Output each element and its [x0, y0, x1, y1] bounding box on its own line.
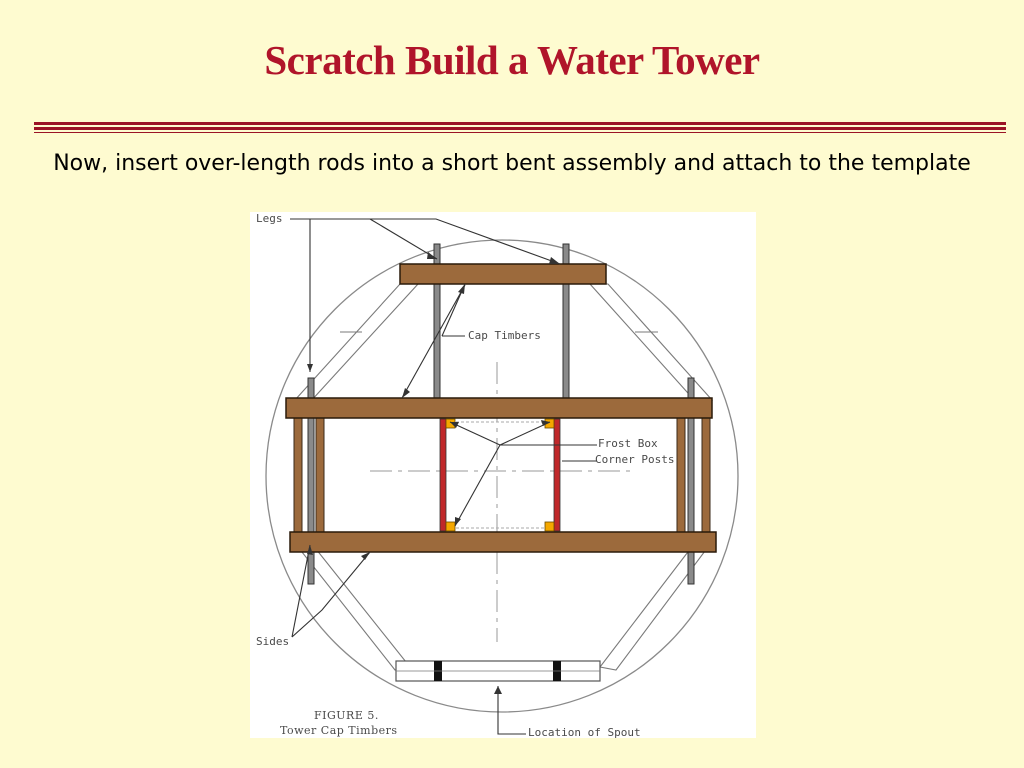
spout-board	[396, 661, 600, 681]
title-divider-thick	[34, 122, 1006, 125]
title-divider-thin	[34, 132, 1006, 133]
outer-side-rails	[294, 418, 710, 538]
lower-cap-timber	[290, 532, 716, 552]
frost-box-label-line1: Frost Box	[598, 437, 658, 450]
cap-timbers-label: Cap Timbers	[468, 329, 541, 342]
legs-label: Legs	[256, 212, 283, 225]
frost-box-rods	[440, 419, 560, 531]
top-cap-timber	[400, 264, 606, 284]
spout-location-label: Location of Spout	[528, 726, 641, 738]
figure-caption-title: Tower Cap Timbers	[280, 724, 398, 737]
template-circle	[266, 240, 738, 712]
middle-cap-timber	[286, 398, 712, 418]
slide-title: Scratch Build a Water Tower	[264, 37, 760, 83]
frost-box-label-line2: Corner Posts	[595, 453, 675, 466]
frost-box-corner-posts	[446, 419, 554, 531]
title-divider-mid	[34, 127, 1006, 130]
slide-subtitle: Now, insert over-length rods into a short bent assembly and attach to the template	[53, 151, 971, 176]
tower-cap-figure	[250, 212, 756, 738]
figure-drawing	[250, 212, 756, 738]
sides-label: Sides	[256, 635, 290, 648]
figure-caption-number: FIGURE 5.	[314, 709, 379, 722]
